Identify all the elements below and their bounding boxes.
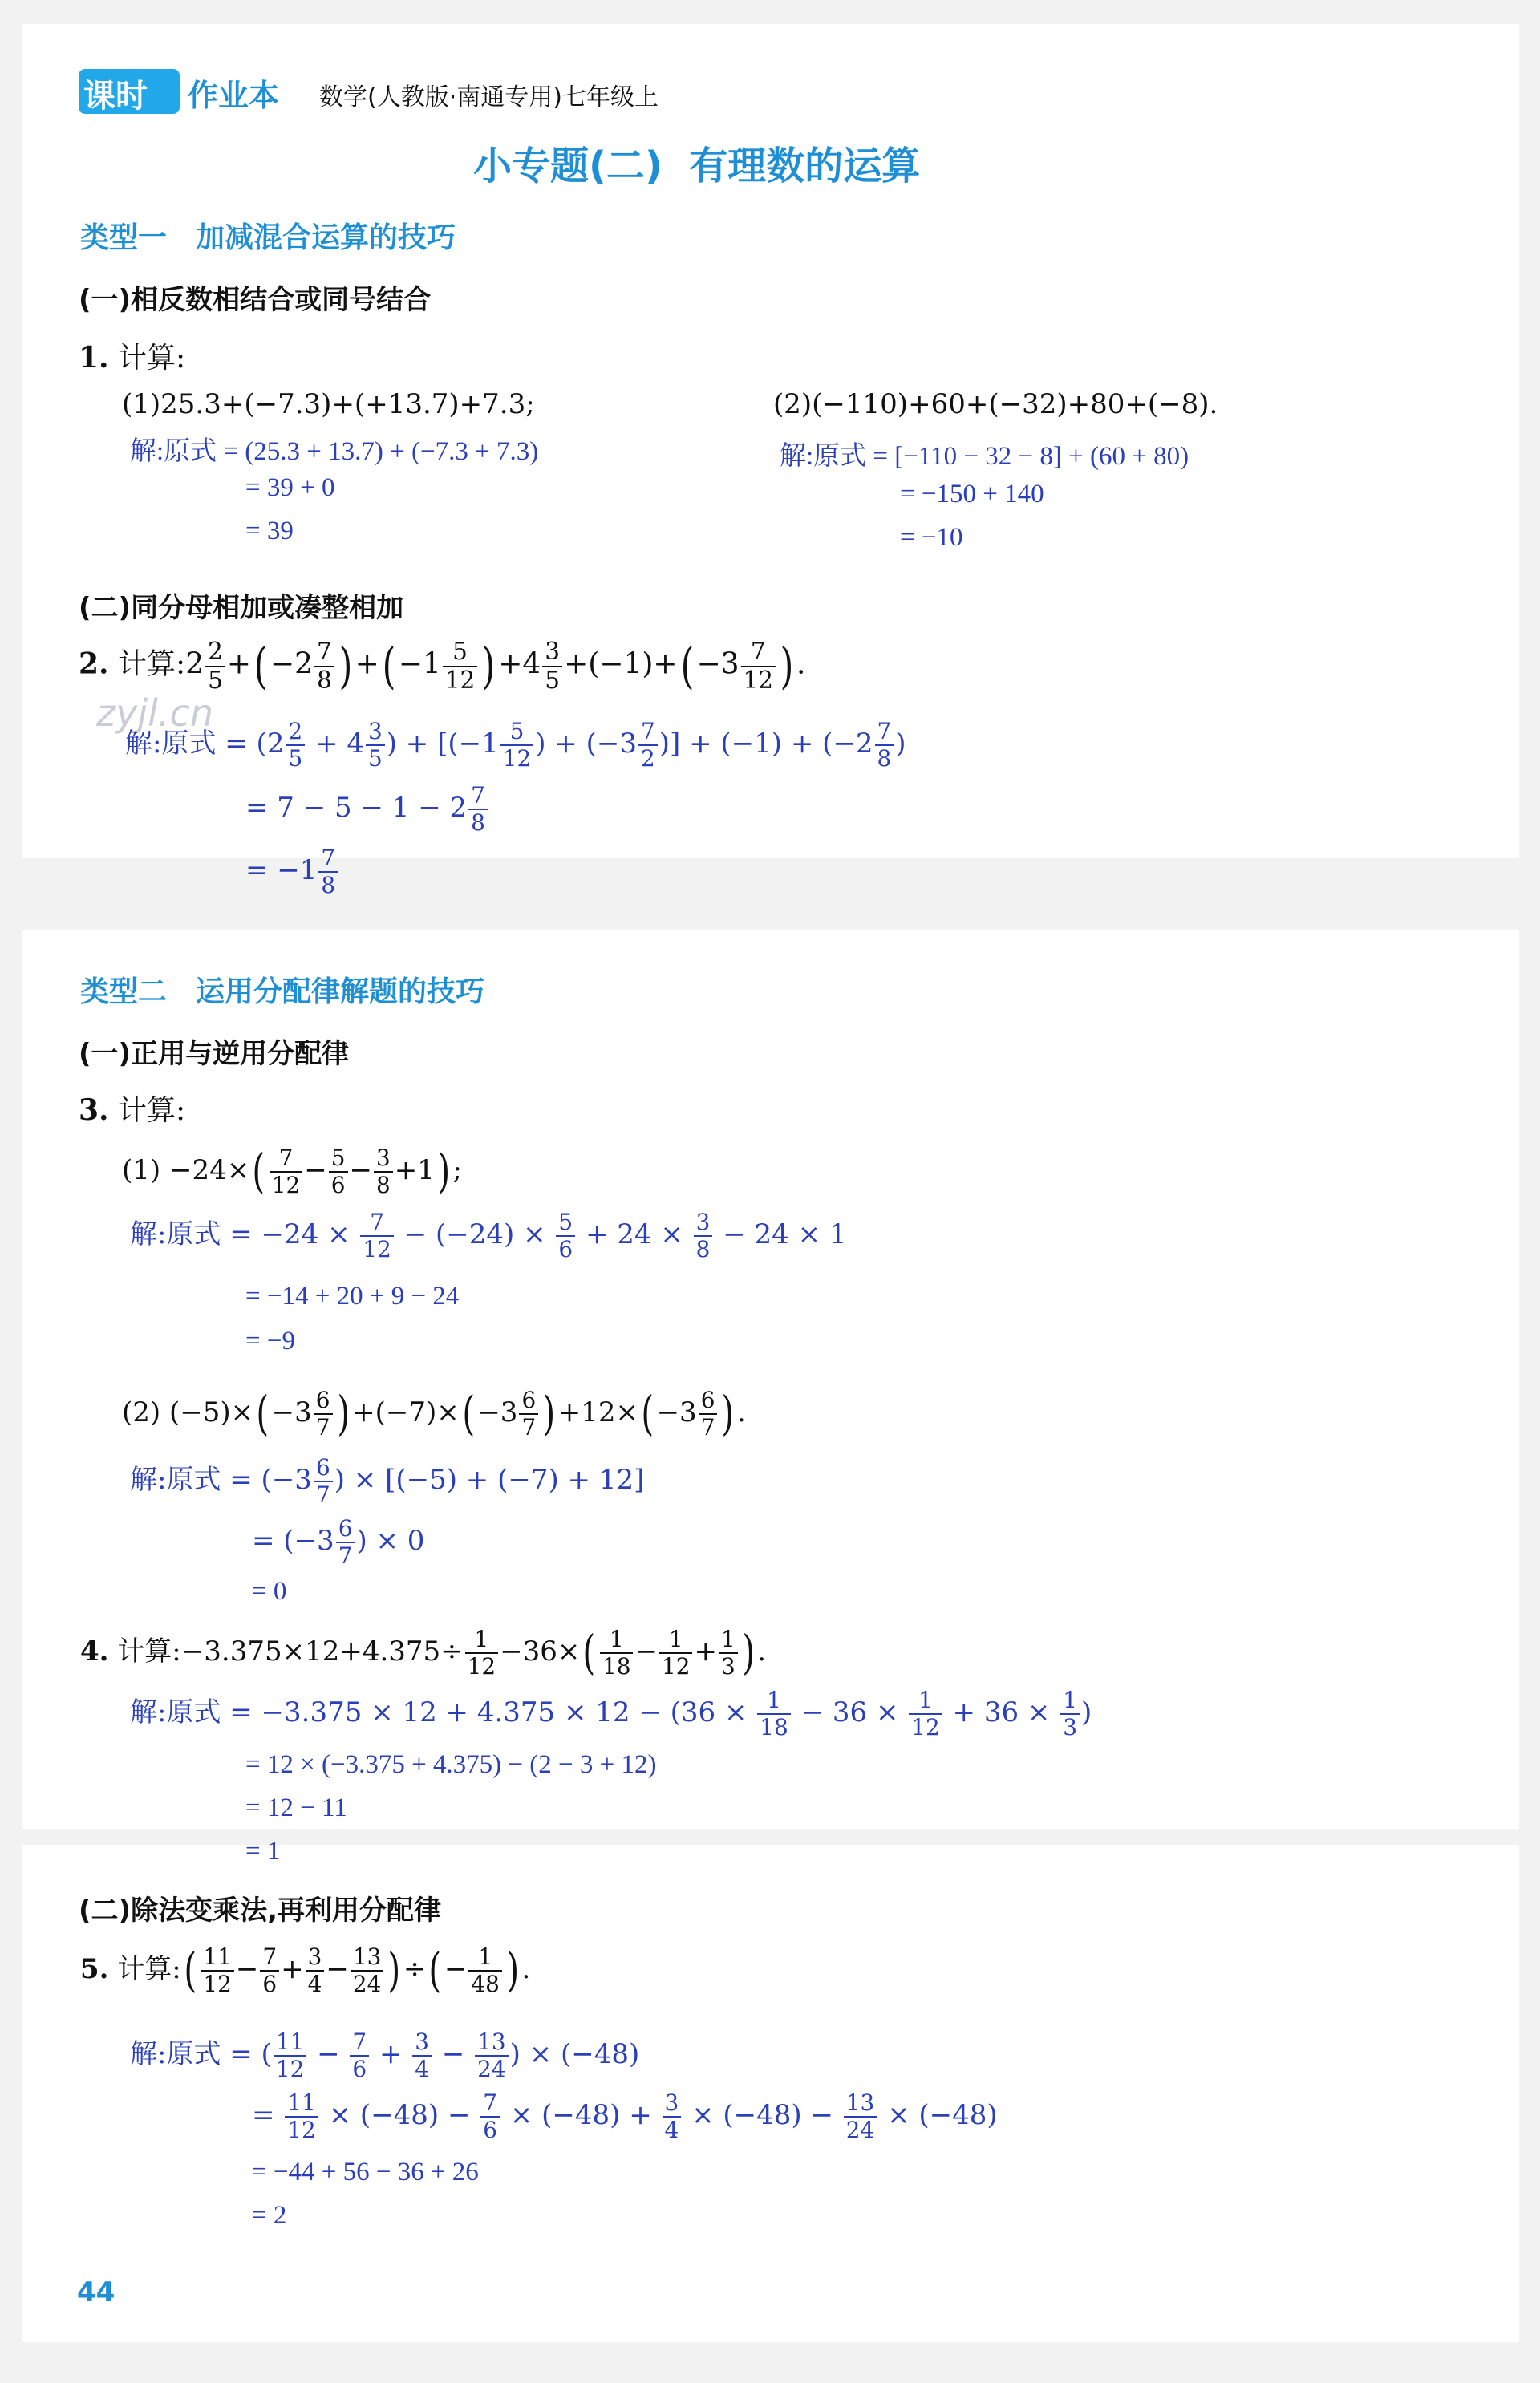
type2-title: 类型二 运用分配律解题的技巧 [80,975,485,1008]
watermark: zyjl.cn [96,691,213,735]
answer-1a-line3: = 39 [245,517,294,545]
page-title: 小专题(二) 有理数的运算 [473,144,921,188]
problem-number: 1. [79,341,109,375]
answer-4-line4: = 1 [245,1837,281,1866]
answer-4-line1: 解:原式 = −3.375 × 12 + 4.375 × 12 − (36 × $\frac{1}{18}$ − 36 × $\frac{1}{12}$ + 36 × $\frac{1}{3}$ ) [130,1687,1092,1741]
problem-number: 5. [80,1952,109,1985]
page-number: 44 [77,2276,116,2308]
problem-label: 计算: [118,647,186,681]
type2-sub2: (二)除法变乘法,再利用分配律 [79,1895,441,1927]
book-title: 数学(人教版·南通专用)七年级上 [319,83,659,111]
problem-3b: (2) (−5)×(−3 $\frac{6}{7}$ )+(−7)×(−3 $\frac{6}{7}$ )+12×(−3 $\frac{6}{7}$ ). [122,1385,746,1441]
problem-3-head [79,1088,185,1129]
problem-number: 4. [80,1635,109,1668]
answer-3a-line2: = −14 + 20 + 9 − 24 [245,1282,460,1311]
answer-3b-line1: 解:原式 = (−3 $\frac{6}{7}$ ) × [(−5) + (−7) + 12] [130,1454,645,1508]
problem-4: 4. 计算:−3.375×12+4.375÷ $\frac{1}{12}$ −36×( $\frac{1}{18}$ − $\frac{1}{12}$ + $\frac{1}{3}$ ). [80,1624,767,1680]
problem-label: 计算: [118,342,186,375]
answer-1b-line3: = −10 [900,523,963,552]
answer-4-line3: = 12 − 11 [245,1793,347,1822]
problem-label: 计算: [118,1094,186,1127]
answer-3a-line1: 解:原式 = −24 × $\frac{7}{12}$ − (−24) × $\frac{5}{6}$ + 24 × $\frac{3}{8}$ − 24 × 1 [130,1209,847,1262]
problem-label: 计算: [117,1952,181,1985]
problem-5: 5. 计算:( $\frac{11}{12}$ − $\frac{7}{6}$ + $\frac{3}{4}$ − $\frac{13}{24}$ )÷(− $\frac{1}{48}$ ). [80,1942,531,1997]
answer-1a-line2: = 39 + 0 [245,473,335,502]
type2-sub1: (一)正用与逆用分配律 [79,1038,350,1070]
answer-1b-line1: 解:原式 = [−110 − 32 − 8] + (60 + 80) [780,442,1189,471]
brand-logo-text: 课时 [83,78,148,115]
answer-5-line2: = $\frac{11}{12}$ × (−48) − $\frac{7}{6}$ × (−48) + $\frac{3}{4}$ × (−48) − $\frac{13}{24}$ × (−48) [252,2089,998,2143]
answer-3a-line3: = −9 [245,1327,295,1356]
answer-5-line3: = −44 + 56 − 36 + 26 [252,2158,479,2186]
problem-number: 3. [79,1093,109,1127]
problem-2: 2. 计算:2 $\frac{2}{5}$ +(−2 $\frac{7}{8}$ )+(−1 $\frac{5}{12}$ )+4 $\frac{3}{5}$ +(−1)+(−3 $\frac{7}{12}$ ). [79,637,806,695]
answer-1a-line1: 解:原式 = (25.3 + 13.7) + (−7.3 + 7.3) [130,437,539,466]
problem-1a: (1)25.3+(−7.3)+(+13.7)+7.3; [122,388,535,420]
type1-title: 类型一 加减混合运算的技巧 [80,221,456,254]
type1-sub1: (一)相反数相结合或同号结合 [79,284,432,316]
answer-3b-line2: = (−3 $\frac{6}{7}$ ) × 0 [252,1515,425,1569]
answer-2-line3: = −1 $\frac{7}{8}$ [245,847,339,897]
answer-3b-line3: = 0 [252,1577,287,1606]
problem-label: 计算: [117,1635,181,1668]
answer-2-line1: 解:原式 = (2 $\frac{2}{5}$ + 4 $\frac{3}{5}$ ) + [(−1 $\frac{5}{12}$ ) + (−3 $\frac{7}{2}$ )] + (−1) + (−2 $\frac{7}{8}$ ) [125,718,906,772]
type1-sub2: (二)同分母相加或凑整相加 [79,592,404,624]
problem-number: 2. [79,646,109,681]
problem-1b: (2)(−110)+60+(−32)+80+(−8). [773,388,1218,420]
brand-name: 作业本 [188,78,280,113]
answer-4-line2: = 12 × (−3.375 + 4.375) − (2 − 3 + 12) [245,1750,657,1779]
answer-5-line1: 解:原式 = ( $\frac{11}{12}$ − $\frac{7}{6}$ + $\frac{3}{4}$ − $\frac{13}{24}$ ) × (−48) [130,2028,640,2082]
problem-1-head [79,335,185,376]
answer-1b-line2: = −150 + 140 [900,480,1044,509]
answer-5-line4: = 2 [252,2201,287,2230]
problem-3a: (1) −24×( $\frac{7}{12}$ − $\frac{5}{6}$ − $\frac{3}{8}$ +1); [122,1143,462,1198]
answer-2-line2: = 7 − 5 − 1 − 2 $\frac{7}{8}$ [245,784,489,834]
